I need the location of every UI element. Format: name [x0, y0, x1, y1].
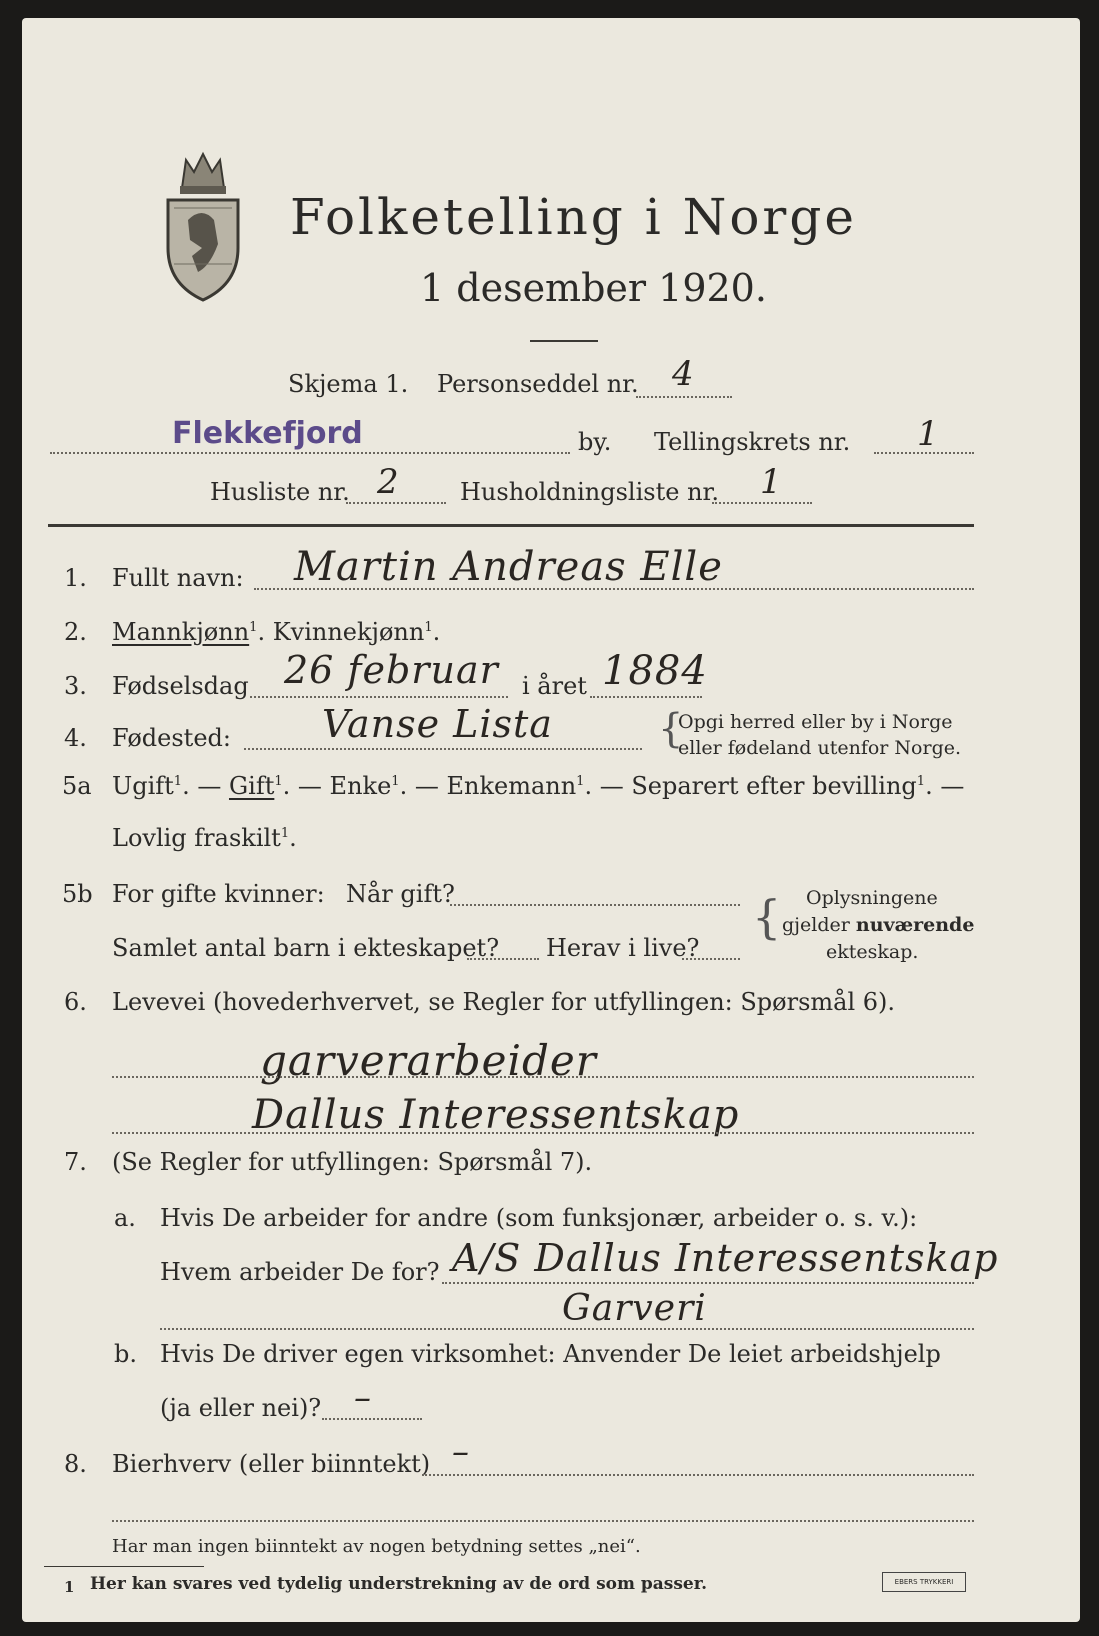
barn-label: Samlet antal barn i ekteskapet?	[112, 934, 500, 962]
coat-of-arms-icon	[162, 148, 244, 306]
q6-label: Levevei (hovederhvervet, se Regler for utfyllingen: Spørsmål 6).	[112, 988, 896, 1016]
occupation-line-2: Dallus Interessentskap	[252, 1092, 740, 1138]
q5b-note-2: gjelder nuværende	[782, 914, 975, 936]
form-title: Folketelling i Norge	[290, 188, 857, 246]
title-divider	[530, 340, 598, 342]
q5a-options: Ugift$^1$. — Gift$^1$. — Enke$^1$. — Enkemann$^1$. — Separert efter bevilling$^1$. —	[112, 772, 965, 800]
q7b-text: Hvis De driver egen virksomhet: Anvender De leiet arbeidshjelp	[160, 1340, 941, 1368]
q4-label: Fødested:	[112, 724, 231, 752]
q4-note-1: Opgi herred eller by i Norge	[678, 711, 953, 733]
personseddel-value: 4	[672, 354, 695, 394]
census-form: Folketelling i Norge 1 desember 1920. Skjema 1. Personseddel nr. 4 Flekkefjord by. Tellingskrets nr. 1 Husliste nr. 2 Husholdningsliste nr. 1 1. Fullt navn: Martin Andreas Elle 2. Mannkjønn$^1$. Kvinnekjønn$^1$. 3. Fødselsdag 26 februar i året 1884 4. Fødested: Vanse Lista { Opgi herred eller by i Norge eller fødeland utenfor Norge. 5a Ugift$^1$. — Gift$^1$. — Enke$^1$. — Enkemann$^1$. — Separert efter bevilling$^1$. — Lovlig fraskilt$^1$. 5b For gifte kvinner: Når gift? Samlet antal barn i ekteskapet? Herav i live? { Oplysningene gjelder nuværende ekteskap. 6. Levevei (hovederhvervet, se Regler for utfyllingen: Spørsmål 6). garverarbeider Dallus Interessentskap 7. (Se Regler for utfyllingen: Spørsmål 7). a. Hvis De arbeider for andre (som funksjonær, arbeider o. s. v.): Hvem arbeider De for? A/S Dallus Interessentskap Garveri b. Hvis De driver egen virksomhet: Anvender De leiet arbeidshjelp (ja eller nei)? – 8. Bierhverv (eller biinntekt) – Har man ingen biinntekt av nogen betydning settes „nei“. 1 Her kan svares ved tydelig understrekning av de ord som passer. EBERS TRYKKERI	[22, 18, 1080, 1622]
footnote-number: 1	[64, 1578, 75, 1596]
q5b-note-3: ekteskap.	[826, 941, 919, 963]
footer-note: Har man ingen biinntekt av nogen betydning settes „nei“.	[112, 1536, 641, 1557]
q5b-note-1: Oplysningene	[806, 887, 938, 909]
q3-number: 3.	[64, 672, 87, 700]
naar-gift-label: Når gift?	[346, 880, 455, 908]
employer-value-2: Garveri	[562, 1288, 707, 1329]
q7-label: (Se Regler for utfyllingen: Spørsmål 7).	[112, 1148, 593, 1176]
hired-help-value: –	[354, 1378, 372, 1418]
q1-label: Fullt navn:	[112, 564, 244, 592]
herav-label: Herav i live?	[546, 934, 700, 962]
q5a-number: 5a	[62, 772, 92, 800]
gift-option: Gift	[228, 772, 275, 800]
q8-number: 8.	[64, 1450, 87, 1478]
husliste-label: Husliste nr.	[210, 478, 350, 506]
printer-mark: EBERS TRYKKERI	[882, 1572, 966, 1592]
husholdning-label: Husholdningsliste nr.	[460, 478, 719, 506]
q3-label: Fødselsdag	[112, 672, 249, 700]
q1-number: 1.	[64, 564, 87, 592]
q2-number: 2.	[64, 618, 87, 646]
q4-note-2: eller fødeland utenfor Norge.	[678, 737, 962, 759]
birthplace-value: Vanse Lista	[322, 702, 553, 746]
q5b-number: 5b	[62, 880, 93, 908]
q7a-letter: a.	[114, 1204, 136, 1232]
husliste-value: 2	[377, 462, 400, 502]
year-label: i året	[522, 672, 587, 700]
female-option: Kvinnekjønn	[272, 618, 425, 646]
fraskilt-option: Lovlig fraskilt$^1$.	[112, 824, 297, 852]
personseddel-label: Personseddel nr.	[437, 370, 639, 398]
full-name-value: Martin Andreas Elle	[294, 544, 723, 590]
place-stamp: Flekkefjord	[172, 416, 363, 451]
q7a-question: Hvem arbeider De for?	[160, 1258, 440, 1286]
q7b-letter: b.	[114, 1340, 137, 1368]
birthdate-value: 26 februar	[284, 648, 499, 692]
q6-number: 6.	[64, 988, 87, 1016]
side-income-value: –	[452, 1432, 470, 1472]
section-divider	[48, 524, 974, 527]
q8-label: Bierhverv (eller biinntekt)	[112, 1450, 431, 1478]
q7a-text: Hvis De arbeider for andre (som funksjonær, arbeider o. s. v.):	[160, 1204, 918, 1232]
q7-number: 7.	[64, 1148, 87, 1176]
census-date: 1 desember 1920.	[420, 266, 767, 310]
q7b-question: (ja eller nei)?	[160, 1394, 322, 1422]
employer-value: A/S Dallus Interessentskap	[452, 1236, 999, 1280]
q2-options: Mannkjønn$^1$. Kvinnekjønn$^1$.	[112, 618, 441, 646]
tellingskrets-value: 1	[917, 414, 940, 454]
birthyear-value: 1884	[602, 648, 708, 694]
husholdning-value: 1	[760, 462, 783, 502]
footnote-text: Her kan svares ved tydelig understrekning av de ord som passer.	[90, 1574, 708, 1594]
q4-number: 4.	[64, 724, 87, 752]
q5b-label: For gifte kvinner:	[112, 880, 325, 908]
tellingskrets-label: Tellingskrets nr.	[654, 428, 851, 456]
male-option: Mannkjønn	[112, 618, 250, 646]
by-label: by.	[578, 428, 612, 456]
skjema-label: Skjema 1.	[288, 370, 409, 398]
occupation-line-1: garverarbeider	[260, 1036, 597, 1085]
